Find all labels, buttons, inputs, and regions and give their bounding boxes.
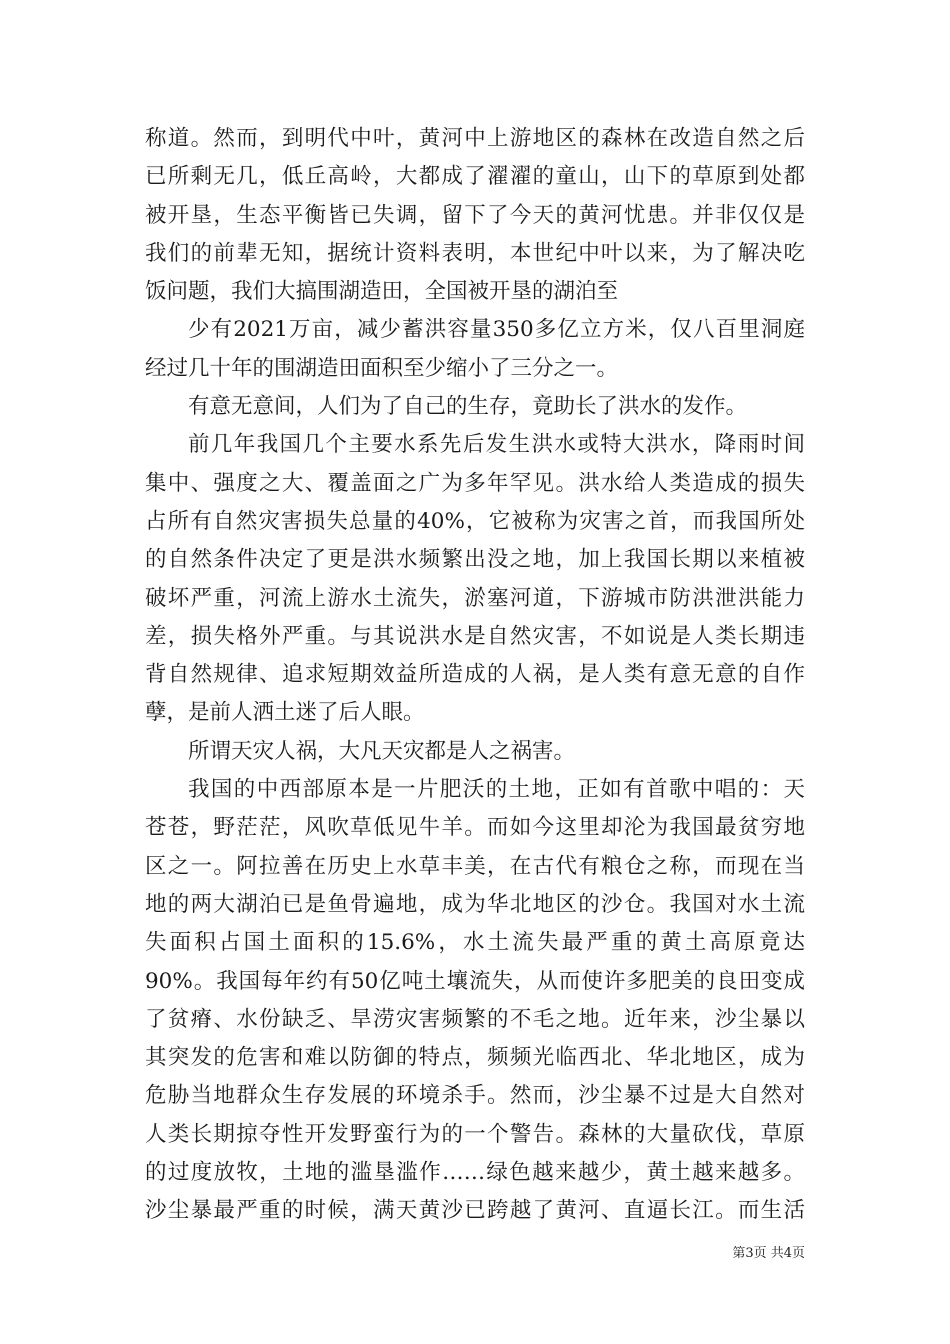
text-line: 差，损失格外严重。与其说洪水是自然灾害，不如说是人类长期违 <box>145 623 805 649</box>
text-line: 被开垦，生态平衡皆已失调，留下了今天的黄河忧患。并非仅仅是 <box>145 202 805 228</box>
text-line: 其突发的危害和难以防御的特点，频频光临西北、华北地区，成为 <box>145 1045 805 1071</box>
text-line: 我国的中西部原本是一片肥沃的土地，正如有首歌中唱的：天 <box>188 777 805 803</box>
text-line: 少有2021万亩，减少蓄洪容量350多亿立方米，仅八百里洞庭 <box>188 317 805 343</box>
text-line: 危胁当地群众生存发展的环境杀手。然而，沙尘暴不过是大自然对 <box>145 1083 805 1109</box>
text-line: 区之一。阿拉善在历史上水草丰美，在古代有粮仓之称，而现在当 <box>145 853 805 879</box>
text-line: 失面积占国土面积的15.6%，水土流失最严重的黄土高原竟达 <box>145 930 805 956</box>
text-line: 的过度放牧，土地的滥垦滥作……绿色越来越少，黄土越来越多。 <box>145 1160 805 1186</box>
text-line: 孽，是前人洒土迷了后人眼。 <box>145 700 425 726</box>
text-line: 称道。然而，到明代中叶，黄河中上游地区的森林在改造自然之后 <box>145 126 805 151</box>
text-line: 已所剩无几，低丘高岭，大都成了濯濯的童山，山下的草原到处都 <box>145 164 805 190</box>
text-line: 背自然规律、追求短期效益所造成的人祸，是人类有意无意的自作 <box>145 662 805 688</box>
text-line: 占所有自然灾害损失总量的40%，它被称为灾害之首，而我国所处 <box>145 508 805 534</box>
text-line: 90%。我国每年约有50亿吨土壤流失，从而使许多肥美的良田变成 <box>145 968 805 994</box>
text-line: 前几年我国几个主要水系先后发生洪水或特大洪水，降雨时间 <box>188 432 805 458</box>
text-line: 沙尘暴最严重的时候，满天黄沙已跨越了黄河、直逼长江。而生活 <box>145 1198 805 1224</box>
text-line: 苍苍，野茫茫，风吹草低见牛羊。而如今这里却沦为我国最贫穷地 <box>145 815 805 841</box>
text-line: 人类长期掠夺性开发野蛮行为的一个警告。森林的大量砍伐，草原 <box>145 1121 805 1147</box>
page-number: 第3页 共4页 <box>732 1246 805 1261</box>
text-line: 了贫瘠、水份缺乏、旱涝灾害频繁的不毛之地。近年来，沙尘暴以 <box>145 1006 805 1032</box>
text-line: 经过几十年的围湖造田面积至少缩小了三分之一。 <box>145 355 619 381</box>
text-line: 的自然条件决定了更是洪水频繁出没之地，加上我国长期以来植被 <box>145 547 805 573</box>
text-line: 我们的前辈无知，据统计资料表明，本世纪中叶以来，为了解决吃 <box>145 240 805 266</box>
text-line: 地的两大湖泊已是鱼骨遍地，成为华北地区的沙仓。我国对水土流 <box>145 891 805 917</box>
text-line: 集中、强度之大、覆盖面之广为多年罕见。洪水给人类造成的损失 <box>145 470 805 496</box>
body-text <box>145 120 805 1231</box>
text-line: 所谓天灾人祸，大凡天灾都是人之祸害。 <box>188 738 576 764</box>
text-line: 破坏严重，河流上游水土流失，淤塞河道，下游城市防洪泄洪能力 <box>145 585 805 611</box>
text-line: 有意无意间，人们为了自己的生存，竟助长了洪水的发作。 <box>188 394 748 420</box>
text-line: 饭问题，我们大搞围湖造田，全国被开垦的湖泊至 <box>145 279 619 305</box>
